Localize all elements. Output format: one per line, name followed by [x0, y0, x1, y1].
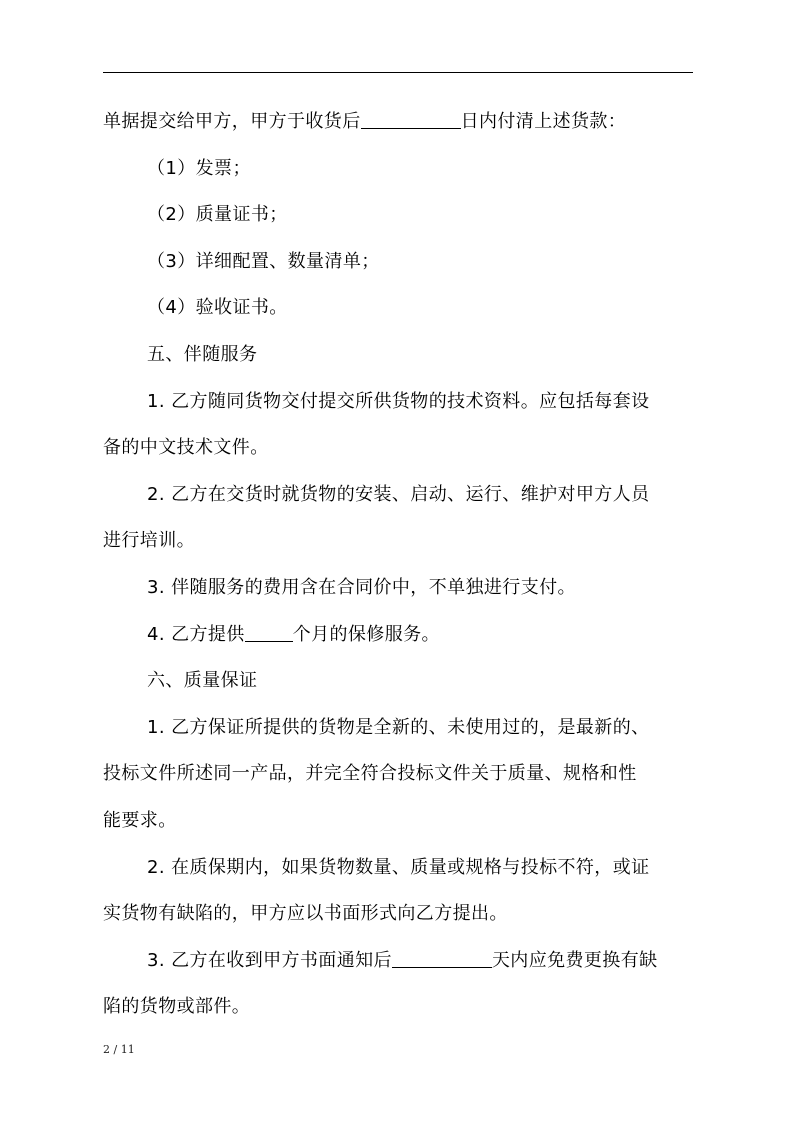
list-item: （3）详细配置、数量清单； — [147, 250, 380, 272]
fill-in-blank — [245, 623, 293, 642]
header-rule — [103, 72, 693, 73]
page-number: 2 / 11 — [103, 1043, 135, 1056]
paragraph-line: 陷的货物或部件。 — [103, 996, 251, 1018]
paragraph-line: 3. 伴随服务的费用含在合同价中，不单独进行支付。 — [147, 576, 576, 598]
fill-in-blank — [392, 949, 492, 968]
paragraph-line: 进行培训。 — [103, 530, 195, 552]
list-item: （1）发票； — [147, 157, 251, 179]
paragraph-line: 单据提交给甲方，甲方于收货后 日内付清上述货款： — [103, 111, 627, 132]
paragraph-line: 4. 乙方提供 个月的保修服务。 — [147, 623, 440, 645]
paragraph-line: 实货物有缺陷的，甲方应以书面形式向乙方提出。 — [103, 903, 508, 925]
document-body — [103, 99, 693, 1031]
fill-in-blank — [361, 110, 461, 129]
paragraph-line: 2. 在质保期内，如果货物数量、质量或规格与投标不符，或证 — [147, 856, 650, 878]
paragraph-line: 投标文件所述同一产品，并完全符合投标文件关于质量、规格和性 — [103, 763, 637, 785]
paragraph-line: 能要求。 — [103, 809, 177, 831]
paragraph-line: 备的中文技术文件。 — [103, 437, 269, 459]
section-heading: 五、伴随服务 — [147, 343, 258, 365]
paragraph-line: 1. 乙方随同货物交付提交所供货物的技术资料。应包括每套设 — [147, 390, 650, 412]
list-item: （2）质量证书； — [147, 204, 288, 226]
list-item: （4）验收证书。 — [147, 297, 288, 319]
paragraph-line: 1. 乙方保证所提供的货物是全新的、未使用过的，是最新的、 — [147, 716, 650, 738]
section-heading: 六、质量保证 — [147, 670, 258, 692]
paragraph-line: 3. 乙方在收到甲方书面通知后 天内应免费更换有缺 — [147, 949, 658, 971]
paragraph-line: 2. 乙方在交货时就货物的安装、启动、运行、维护对甲方人员 — [147, 483, 650, 505]
